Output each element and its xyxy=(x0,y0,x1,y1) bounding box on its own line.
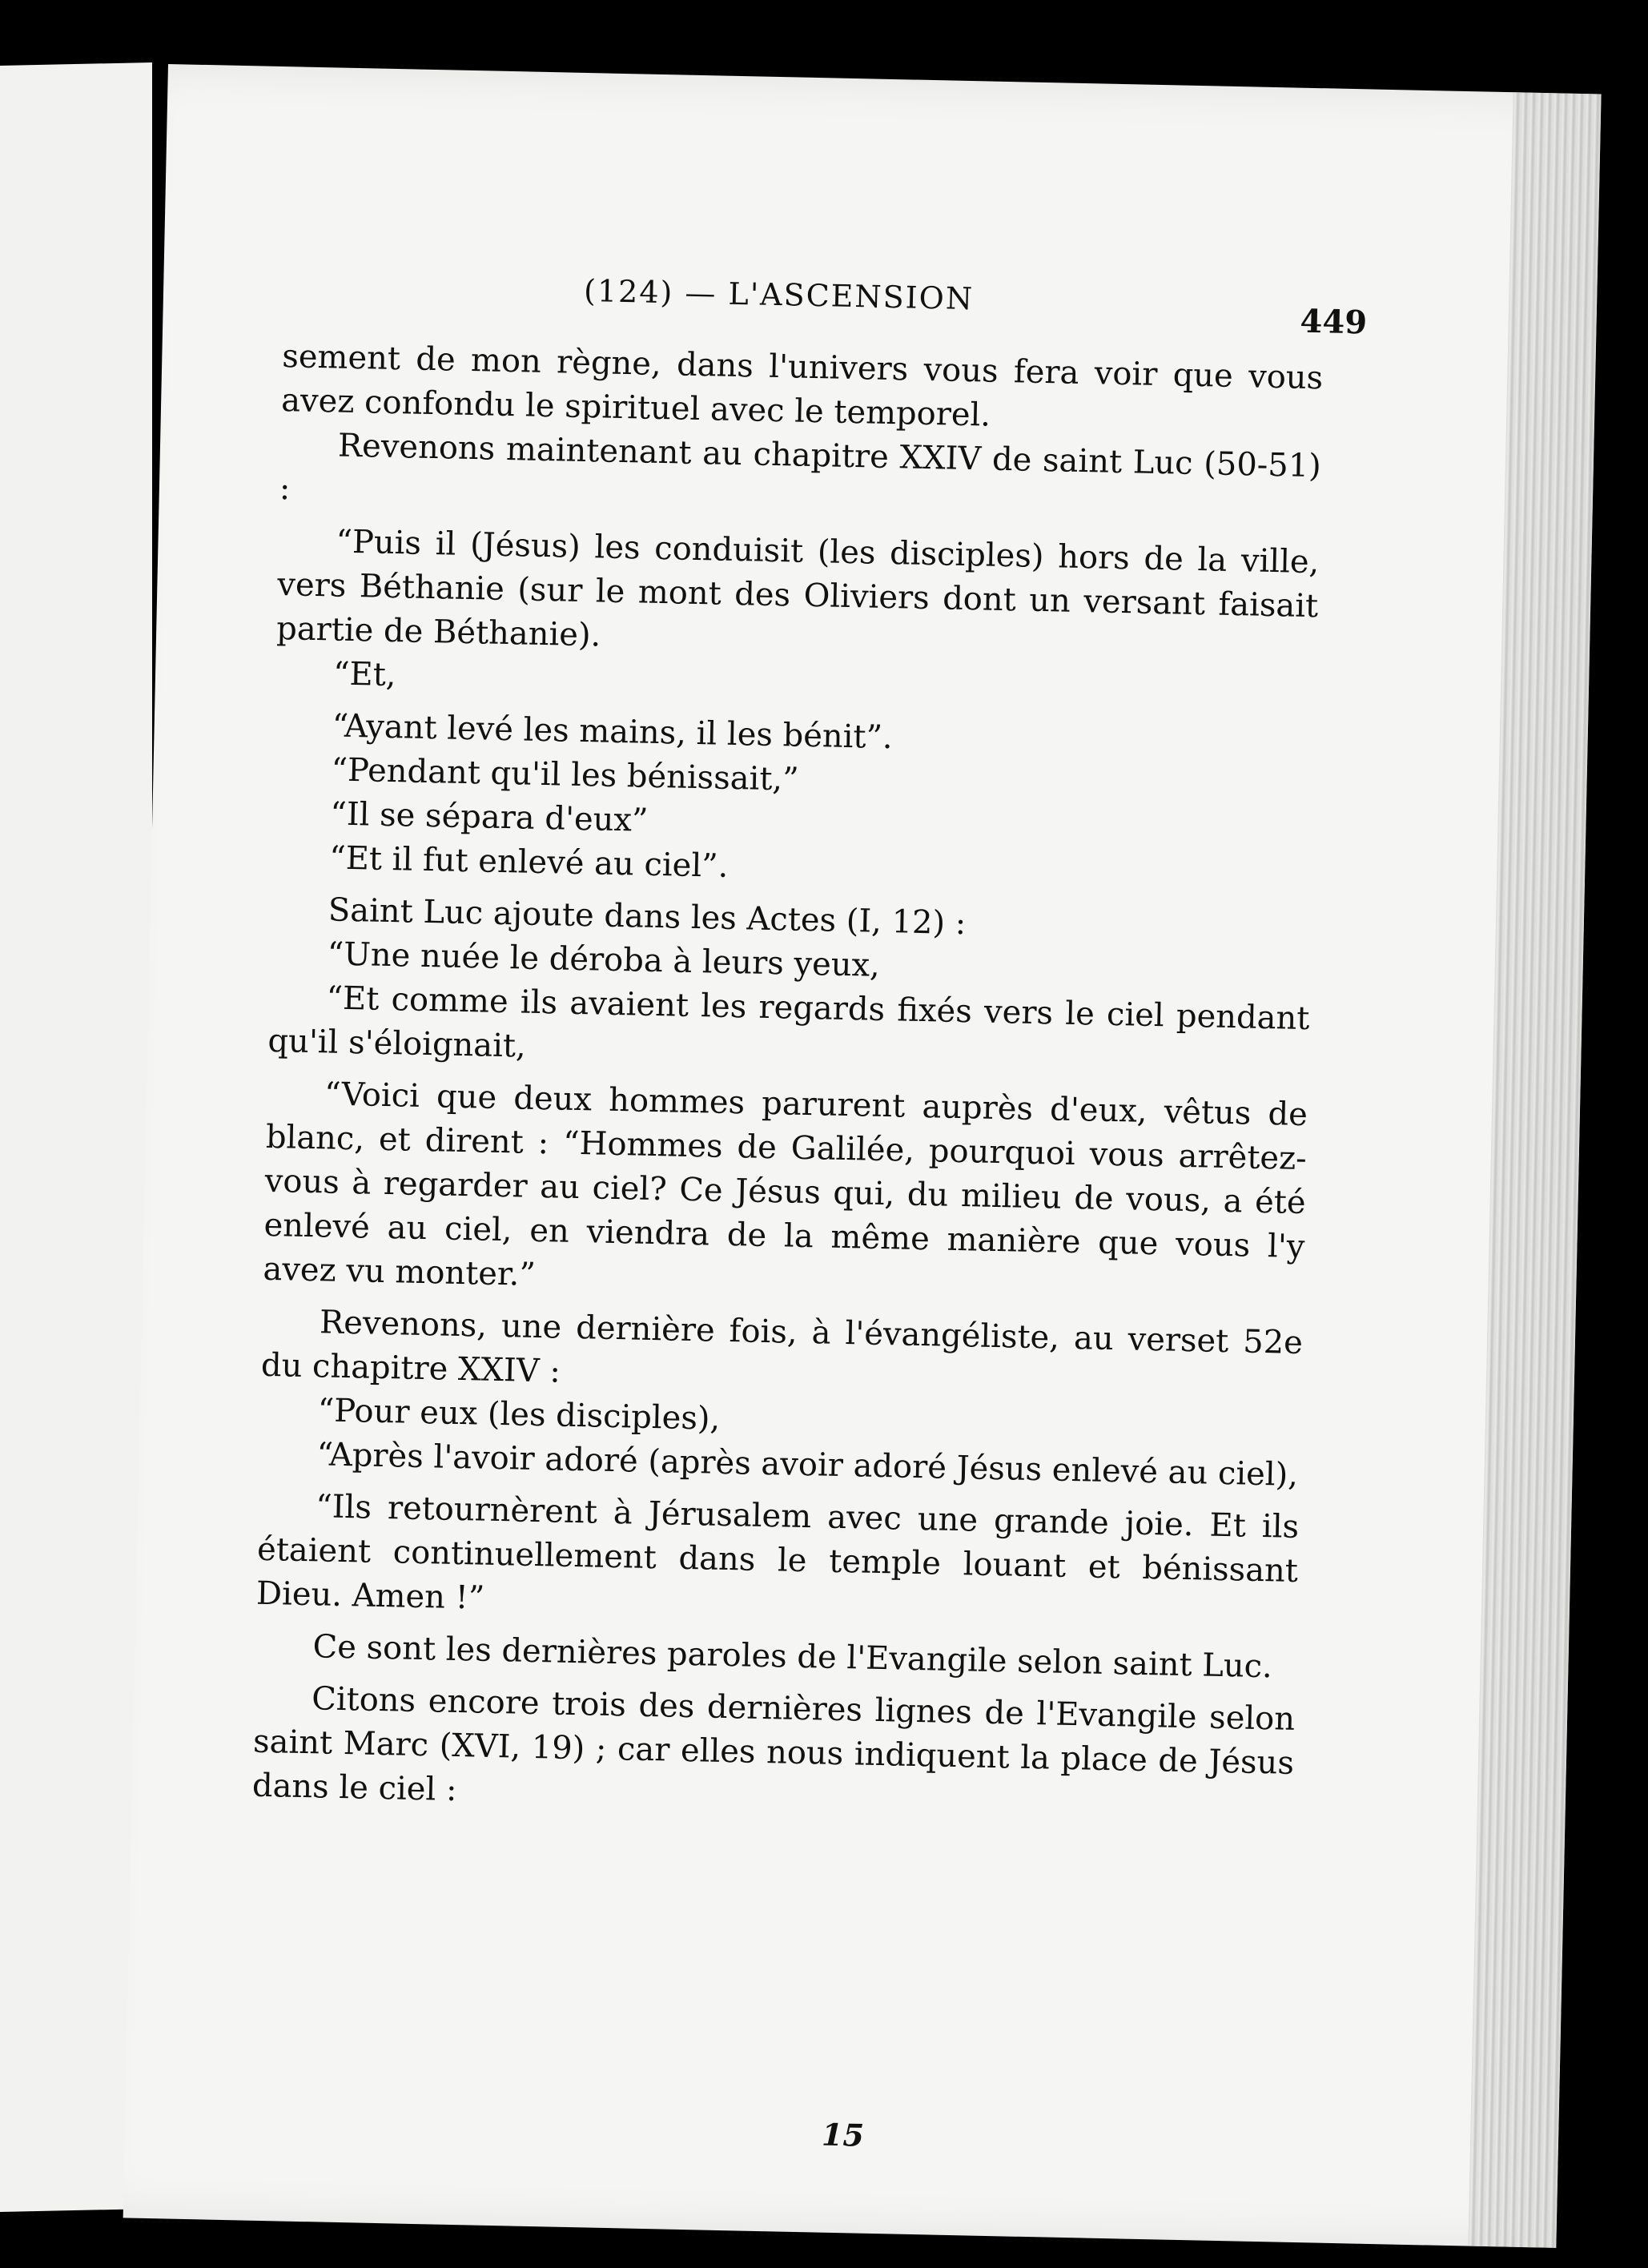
paragraph: “Une nuée le déroba à leurs yeux, xyxy=(327,935,881,984)
page-body-text xyxy=(251,335,1323,1830)
paragraph: “Et il fut enlevé au ciel”. xyxy=(328,839,729,885)
paragraph: “Puis il (Jésus) les conduisit (les disciples) hors de la ville, vers Béthanie (sur le mont des Oliviers dont un versant faisait partie de Béthanie). xyxy=(275,523,1320,654)
paragraph: “Ils retournèrent à Jérusalem avec une grande joie. Et ils étaient continuellement dans le temple louant et bénissant Dieu. Amen !” xyxy=(255,1488,1300,1617)
paragraph: “Après l'avoir adoré (après avoir adoré Jésus enlevé au ciel), xyxy=(316,1436,1299,1494)
paragraph: Ce sont les dernières paroles de l'Evangile selon saint Luc. xyxy=(312,1628,1273,1686)
page-stack-edge xyxy=(1468,92,1601,2248)
paragraph: “Il se sépara d'eux” xyxy=(329,795,649,839)
paragraph: “Et comme ils avaient les regards fixés vers le ciel pendant qu'il s'éloignait, xyxy=(267,979,1310,1065)
paragraph: sement de mon règne, dans l'univers vous fera voir que vous avez confondu le spirituel avec le temporel. xyxy=(280,338,1324,434)
paragraph: “Pour eux (les disciples), xyxy=(317,1392,721,1438)
paragraph: “Pendant qu'il les bénissait,” xyxy=(331,751,800,798)
paragraph: Citons encore trois des dernières lignes de l'Evangile selon saint Marc (XVI, 19) ; car elles nous indiquent la place de Jésus dans le ciel : xyxy=(251,1680,1296,1809)
paragraph: “Et, xyxy=(332,655,396,694)
paragraph: Saint Luc ajoute dans les Actes (I, 12) : xyxy=(328,891,967,943)
book-page xyxy=(123,64,1602,2248)
paragraph: Revenons maintenant au chapitre XXIV de saint Luc (50-51) : xyxy=(279,427,1322,508)
paragraph: Revenons, une dernière fois, à l'évangéliste, au verset 52e du chapitre XXIV : xyxy=(260,1304,1304,1390)
paragraph: “Ayant levé les mains, il les bénit”. xyxy=(332,707,894,757)
running-head: (124) — L'ASCENSION xyxy=(583,272,975,317)
paragraph: “Voici que deux hommes parurent auprès d'eux, vêtus de blanc, et dirent : “Hommes de Galilée, pourquoi vous arrêtez-vous à regarder au ciel? Ce Jésus qui, du milieu de vous, a été enlevé au ciel, en viendra de la même manière que vous l'y avez vu monter.” xyxy=(263,1076,1308,1293)
signature-mark: 15 xyxy=(821,2116,865,2153)
page-number: 449 xyxy=(1300,302,1368,342)
